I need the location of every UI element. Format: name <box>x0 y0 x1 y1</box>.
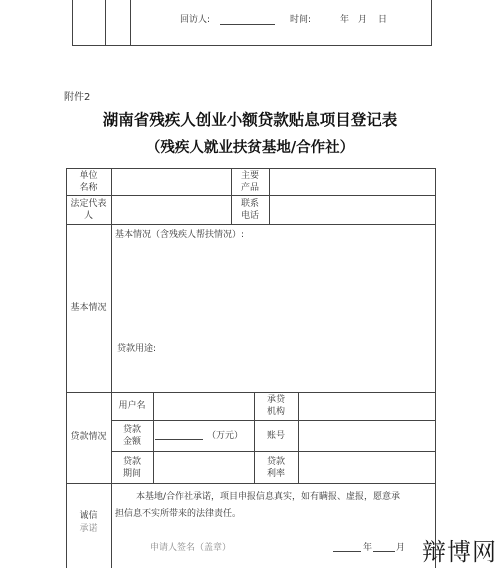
sign-year-label: 年 <box>363 543 373 553</box>
watermark-logo: 辩博网 <box>422 538 497 566</box>
integrity-text-line1: 本基地/合作社承诺，项目申报信息真实，如有瞒报、虚报，愿意承 <box>136 492 401 502</box>
unit-name-label: 单位 名称 <box>79 171 98 193</box>
time-label: 时间: <box>290 15 312 25</box>
loan-section-label: 贷款情况 <box>70 432 107 442</box>
page-title: 湖南省残疾人创业小额贷款贴息项目登记表 <box>102 110 398 129</box>
interviewer-blank <box>220 15 275 25</box>
main-product-field[interactable] <box>270 169 434 194</box>
contact-phone-label: 联系 电话 <box>240 199 259 221</box>
loan-amount-field[interactable] <box>155 430 203 440</box>
sign-month-blank[interactable] <box>373 542 395 552</box>
account-user-field[interactable] <box>154 393 253 419</box>
lending-institution-field[interactable] <box>299 393 434 419</box>
loan-amount-label: 贷款 金额 <box>122 425 141 447</box>
legal-rep-label: 法定代表 人 <box>70 199 107 221</box>
basic-info-heading: 基本情况（含残疾人帮扶情况）: <box>115 230 245 240</box>
basic-info-section-label: 基本情况 <box>70 303 107 313</box>
interviewer-label: 回访人: <box>180 15 211 25</box>
loan-period-field[interactable] <box>154 452 253 482</box>
basic-info-field[interactable] <box>112 245 434 340</box>
unit-name-field[interactable] <box>112 169 230 194</box>
year-label: 年 <box>340 15 350 25</box>
page-subtitle: （残疾人就业扶贫基地/合作社） <box>145 139 355 156</box>
account-number-label: 账号 <box>266 431 285 441</box>
loan-period-label: 贷款 期间 <box>122 457 141 479</box>
day-label: 日 <box>378 15 388 25</box>
loan-usage-label: 贷款用途: <box>117 344 157 354</box>
month-label: 月 <box>358 15 368 25</box>
main-product-label: 主要 产品 <box>240 171 259 193</box>
lending-institution-label: 承贷 机构 <box>266 395 285 417</box>
loan-amount-unit: （万元） <box>207 431 244 441</box>
legal-rep-field[interactable] <box>112 196 230 223</box>
sign-year-blank[interactable] <box>333 542 361 552</box>
integrity-text-line2: 担信息不实所带来的法律责任。 <box>115 509 242 519</box>
applicant-sign-label: 申请人签名（盖章） <box>150 543 232 553</box>
commitment-section-label: 承诺 <box>79 524 98 534</box>
account-user-label: 用户名 <box>118 401 146 411</box>
contact-phone-field[interactable] <box>270 196 434 223</box>
loan-rate-label: 贷款 利率 <box>266 457 285 479</box>
sign-month-label: 月 <box>396 543 406 553</box>
loan-rate-field[interactable] <box>299 452 434 482</box>
integrity-section-label: 诚信 <box>79 511 98 521</box>
attachment-label: 附件2 <box>64 92 91 103</box>
account-number-field[interactable] <box>299 421 434 450</box>
